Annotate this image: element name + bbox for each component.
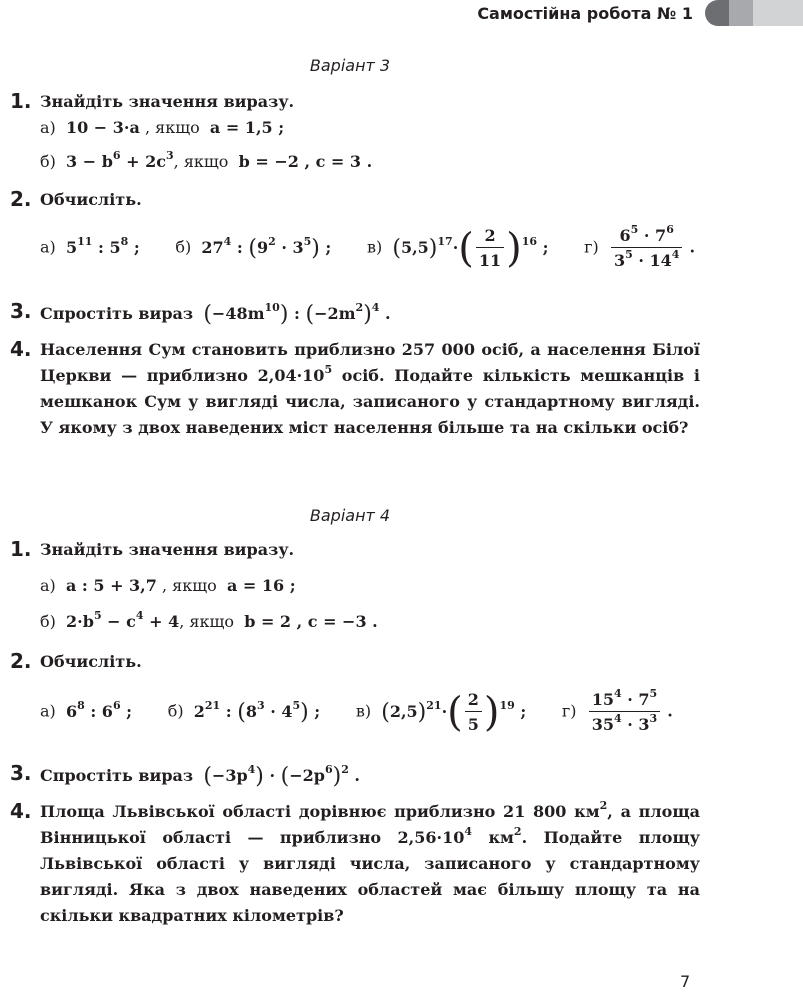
task-item-row: а) $6^8$ : $6^6$ ; б) $2^{21}$ : $(8^3 \cdot 4^5)$ ; в) $(2,5)^{21}\cdot$( $\frac{2}{5}$ )$^{19}$ ; г) $\frac{15^4 \cdot 7^5}{35^4 \cdot 3^3}$ .	[40, 687, 673, 735]
task-number: 3.	[10, 761, 32, 785]
page-number: 7	[680, 972, 691, 991]
task-expression: Спростіть вираз $(-3p^4) \cdot (-2p^6)^2$ .	[40, 763, 360, 789]
header-tab-light	[753, 0, 803, 26]
variant-4-title: Варіант 4	[309, 506, 391, 525]
task-item-row: а) $5^{11}$ : $5^8$ ; б) $27^4$ : $(9^2 \cdot 3^5)$ ; в) $(5,5)^{17}\cdot$( $\frac{2}{11}$ )$^{16}$ ; г) $\frac{6^5 \cdot 7^6}{3^5 \cdot 14^4}$ .	[40, 223, 696, 271]
task-text: Обчисліть.	[40, 652, 142, 671]
task-item-b: б) $2\cdot b^5 - c^4 + 4$, якщо b = 2 , c = −3 .	[40, 609, 378, 631]
header-title: Самостійна робота № 1	[477, 4, 693, 23]
task-number: 4.	[10, 337, 32, 361]
task-number: 2.	[10, 187, 32, 211]
header-tab-mid	[729, 0, 755, 26]
task-item-b: б) $3 - b^6 + 2c^3$, якщо b = −2 , c = 3 .	[40, 149, 373, 171]
task-paragraph: Площа Львівської області дорівнює приблизно 21 800 $км^2$, а площа Вінницької області — приблизно $2,56\cdot 10^4$ $км^2$. Подайте площу Львівської області у вигляді числа, записаного у стандартному вигляді. Яка з двох наведених областей має більшу площу та на скільки квадратних кілометрів?	[40, 799, 701, 925]
task-item-a: а) a : 5 + 3,7 , якщо a = 16 ;	[40, 576, 296, 595]
task-number: 4.	[10, 799, 32, 823]
task-item-a: а) 10 − 3·a , якщо a = 1,5 ;	[40, 118, 285, 137]
task-text: Знайдіть значення виразу.	[40, 540, 295, 559]
task-text: Знайдіть значення виразу.	[40, 92, 295, 111]
variant-3-title: Варіант 3	[309, 56, 391, 75]
task-number: 1.	[10, 537, 32, 561]
task-text: Обчисліть.	[40, 190, 142, 209]
header-tab-dark	[705, 0, 731, 26]
task-paragraph: Населення Сум становить приблизно 257 000 осіб, а населення Білої Церкви — приблизно $2,04\cdot 10^5$ осіб. Подайте кількість мешканців і мешканок Сум у вигляді числа, записаного у стандартному вигляді. У якому з двох наведених міст населення більше та на скільки осіб?	[40, 340, 700, 437]
task-expression: Спростіть вираз $(-48m^{10})$ : $(-2m^2)^4$ .	[40, 301, 391, 327]
task-number: 3.	[10, 299, 32, 323]
page-header	[0, 0, 803, 30]
task-number: 2.	[10, 649, 32, 673]
task-number: 1.	[10, 89, 32, 113]
